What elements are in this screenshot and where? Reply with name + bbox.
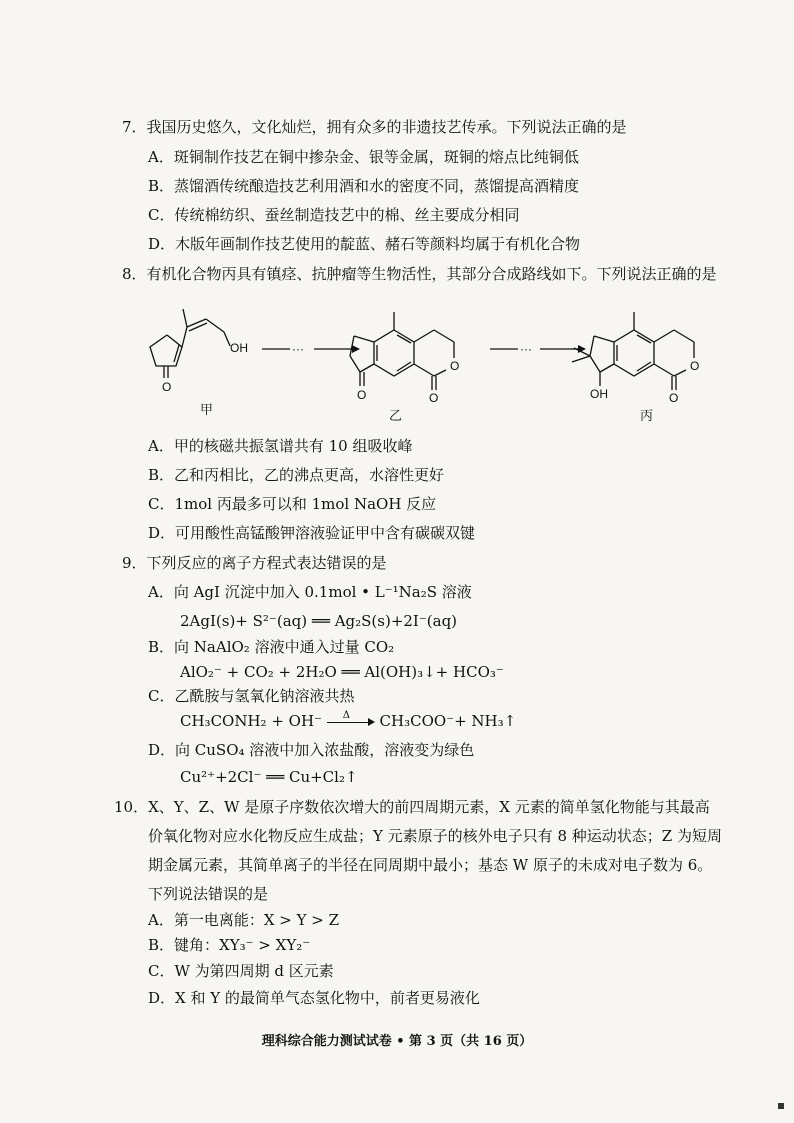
label-bing: 丙 xyxy=(640,409,654,424)
q7-option-c: C．传统棉纺织、蚕丝制造技艺中的棉、丝主要成分相同 xyxy=(148,206,520,224)
q10-option-d: D．X 和 Y 的最简单气态氢化物中，前者更易液化 xyxy=(148,989,480,1007)
q10-option-c: C．W 为第四周期 d 区元素 xyxy=(148,962,334,980)
q9-option-a: A．向 AgI 沉淀中加入 0.1mol • L⁻¹Na₂S 溶液 xyxy=(148,583,472,601)
yi-ring-o: O xyxy=(450,359,460,373)
jia-oh-label: OH xyxy=(230,341,248,355)
yi-carbonyl-o: O xyxy=(429,391,439,405)
compound-yi-structure xyxy=(350,312,454,390)
bing-ring-o: O xyxy=(690,359,700,373)
compound-bing-structure xyxy=(572,312,694,390)
q8-option-b: B．乙和丙相比，乙的沸点更高，水溶性更好 xyxy=(148,466,445,484)
heat-symbol: Δ xyxy=(342,710,350,721)
bing-oh-label: OH xyxy=(590,387,608,401)
arrowhead-1 xyxy=(352,345,360,353)
q9-equation-b: AlO₂⁻ + CO₂ + 2H₂O ══ Al(OH)₃↓+ HCO₃⁻ xyxy=(180,663,504,681)
q10-stem-line-4: 下列说法错误的是 xyxy=(148,885,269,903)
arrow-1-dots: ··· xyxy=(292,342,304,356)
q9-option-d: D．向 CuSO₄ 溶液中加入浓盐酸，溶液变为绿色 xyxy=(148,741,475,759)
q9-eq-c-right: CH₃COO⁻+ NH₃↑ xyxy=(379,712,517,730)
q10-stem-line-3: 期金属元素，其简单离子的半径在同周期中最小；基态 W 原子的未成对电子数为 6。 xyxy=(148,856,713,874)
q10-option-b: B．键角：XY₃⁻ > XY₂⁻ xyxy=(148,936,311,954)
q7-option-a: A．斑铜制作技艺在铜中掺杂金、银等金属，斑铜的熔点比纯铜低 xyxy=(148,148,579,166)
q9-eq-c-left: CH₃CONH₂ + OH⁻ xyxy=(180,712,322,730)
q9-equation-c xyxy=(180,711,516,731)
q9-option-b: B．向 NaAlO₂ 溶液中通入过量 CO₂ xyxy=(148,638,395,656)
q10-option-a: A．第一电离能：X > Y > Z xyxy=(148,911,340,929)
q10-stem-line-2: 价氧化物对应水化物反应生成盐；Y 元素原子的核外电子只有 8 种运动状态；Z 为短周 xyxy=(148,827,722,845)
q7-option-b: B．蒸馏酒传统酿造技艺利用酒和水的密度不同，蒸馏提高酒精度 xyxy=(148,177,580,195)
compound-jia-structure xyxy=(150,309,230,378)
page-footer: 理科综合能力测试试卷 • 第 3 页（共 16 页） xyxy=(261,1034,533,1049)
q7-option-d: D．木版年画制作技艺使用的靛蓝、赭石等颜料均属于有机化合物 xyxy=(148,235,581,253)
q9-equation-d: Cu²⁺+2Cl⁻ ══ Cu+Cl₂↑ xyxy=(180,768,358,786)
jia-ketone-o: O xyxy=(162,380,172,394)
bing-carbonyl-o: O xyxy=(669,391,679,405)
heat-arrow xyxy=(327,710,375,729)
q10-stem-line-1: 10．X、Y、Z、W 是原子序数依次增大的前四周期元素，X 元素的简单氢化物能与其最高 xyxy=(114,798,710,816)
q9-stem: 9．下列反应的离子方程式表达错误的是 xyxy=(122,554,387,572)
q9-equation-a: 2AgI(s)+ S²⁻(aq) ══ Ag₂S(s)+2I⁻(aq) xyxy=(180,612,458,630)
yi-ketone-o: O xyxy=(357,388,367,402)
synthesis-scheme xyxy=(120,296,720,431)
q8-option-a: A．甲的核磁共振氢谱共有 10 组吸收峰 xyxy=(148,437,413,455)
q8-option-c: C．1mol 丙最多可以和 1mol NaOH 反应 xyxy=(148,495,437,513)
q8-option-d: D．可用酸性高锰酸钾溶液验证甲中含有碳碳双键 xyxy=(148,524,476,542)
q8-stem: 8．有机化合物丙具有镇痉、抗肿瘤等生物活性，其部分合成路线如下。下列说法正确的是 xyxy=(122,265,717,283)
q9-option-c: C．乙酰胺与氢氧化钠溶液共热 xyxy=(148,687,355,705)
label-yi: 乙 xyxy=(389,409,403,424)
label-jia: 甲 xyxy=(200,403,214,418)
q7-stem: 7．我国历史悠久，文化灿烂，拥有众多的非遗技艺传承。下列说法正确的是 xyxy=(122,118,627,136)
scan-mark xyxy=(778,1103,784,1109)
arrow-2-dots: ··· xyxy=(520,342,532,356)
